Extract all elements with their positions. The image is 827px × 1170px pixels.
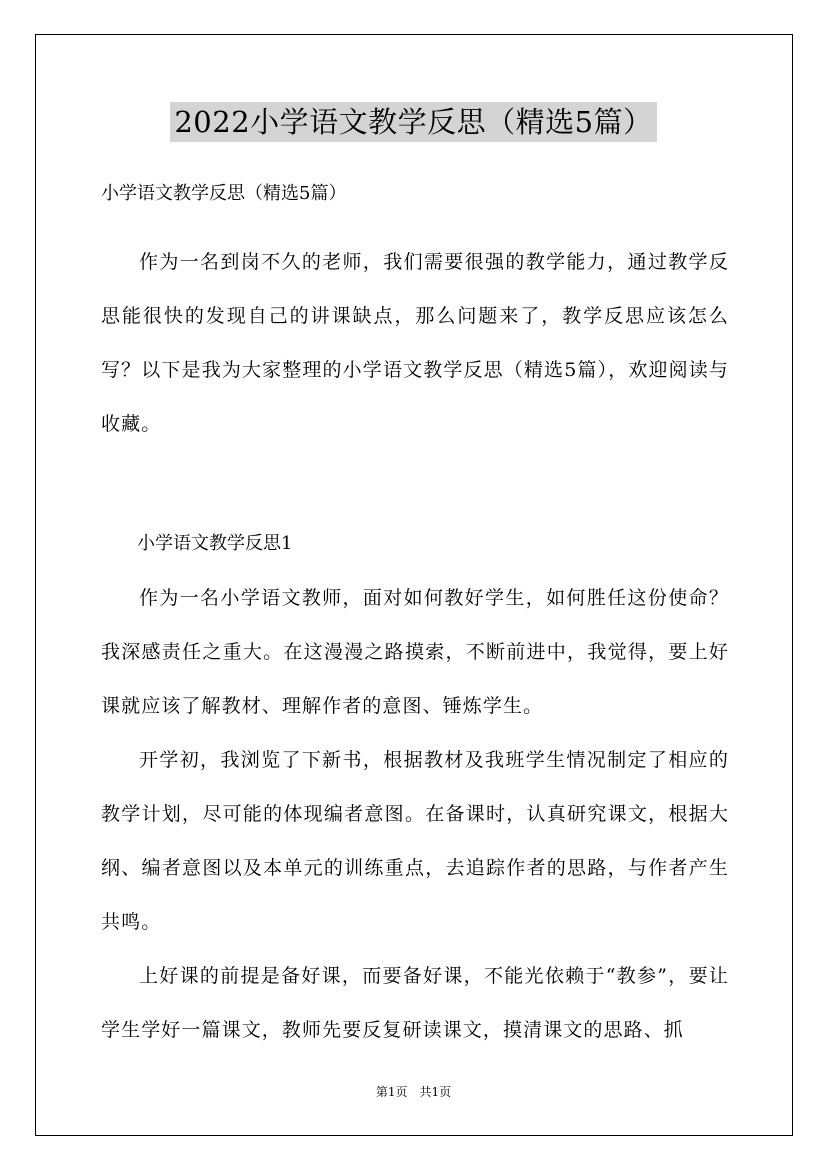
- body-paragraph: 上好课的前提是备好课，而要备好课，不能光依赖于“教参”，要让学生学好一篇课文，教师先要反复研读课文，摸清课文的思路、抓: [101, 965, 729, 1041]
- intro-paragraph: 作为一名到岗不久的老师，我们需要很强的教学能力，通过教学反思能很快的发现自己的讲课缺点，那么问题来了，教学反思应该怎么写？以下是我为大家整理的小学语文教学反思（精选5篇），欢迎阅读与收藏。: [101, 251, 729, 435]
- page-footer: 第1页 共1页: [375, 1085, 452, 1099]
- document-body: [101, 180, 729, 1057]
- body-paragraph: 作为一名小学语文教师，面对如何教好学生，如何胜任这份使命？我深感责任之重大。在这漫漫之路摸索，不断前进中，我觉得，要上好课就应该了解教材、理解作者的意图、锤炼学生。: [101, 587, 729, 717]
- document-subtitle: 小学语文教学反思（精选5篇）: [101, 183, 347, 204]
- title-container: [0, 102, 827, 142]
- document-title: 2022小学语文教学反思（精选5篇）: [170, 102, 656, 142]
- section-heading: 小学语文教学反思1: [137, 533, 293, 554]
- body-paragraph: 开学初，我浏览了下新书，根据教材及我班学生情况制定了相应的教学计划，尽可能的体现编者意图。在备课时，认真研究课文，根据大纲、编者意图以及本单元的训练重点，去追踪作者的思路，与作者产生共鸣。: [101, 749, 729, 933]
